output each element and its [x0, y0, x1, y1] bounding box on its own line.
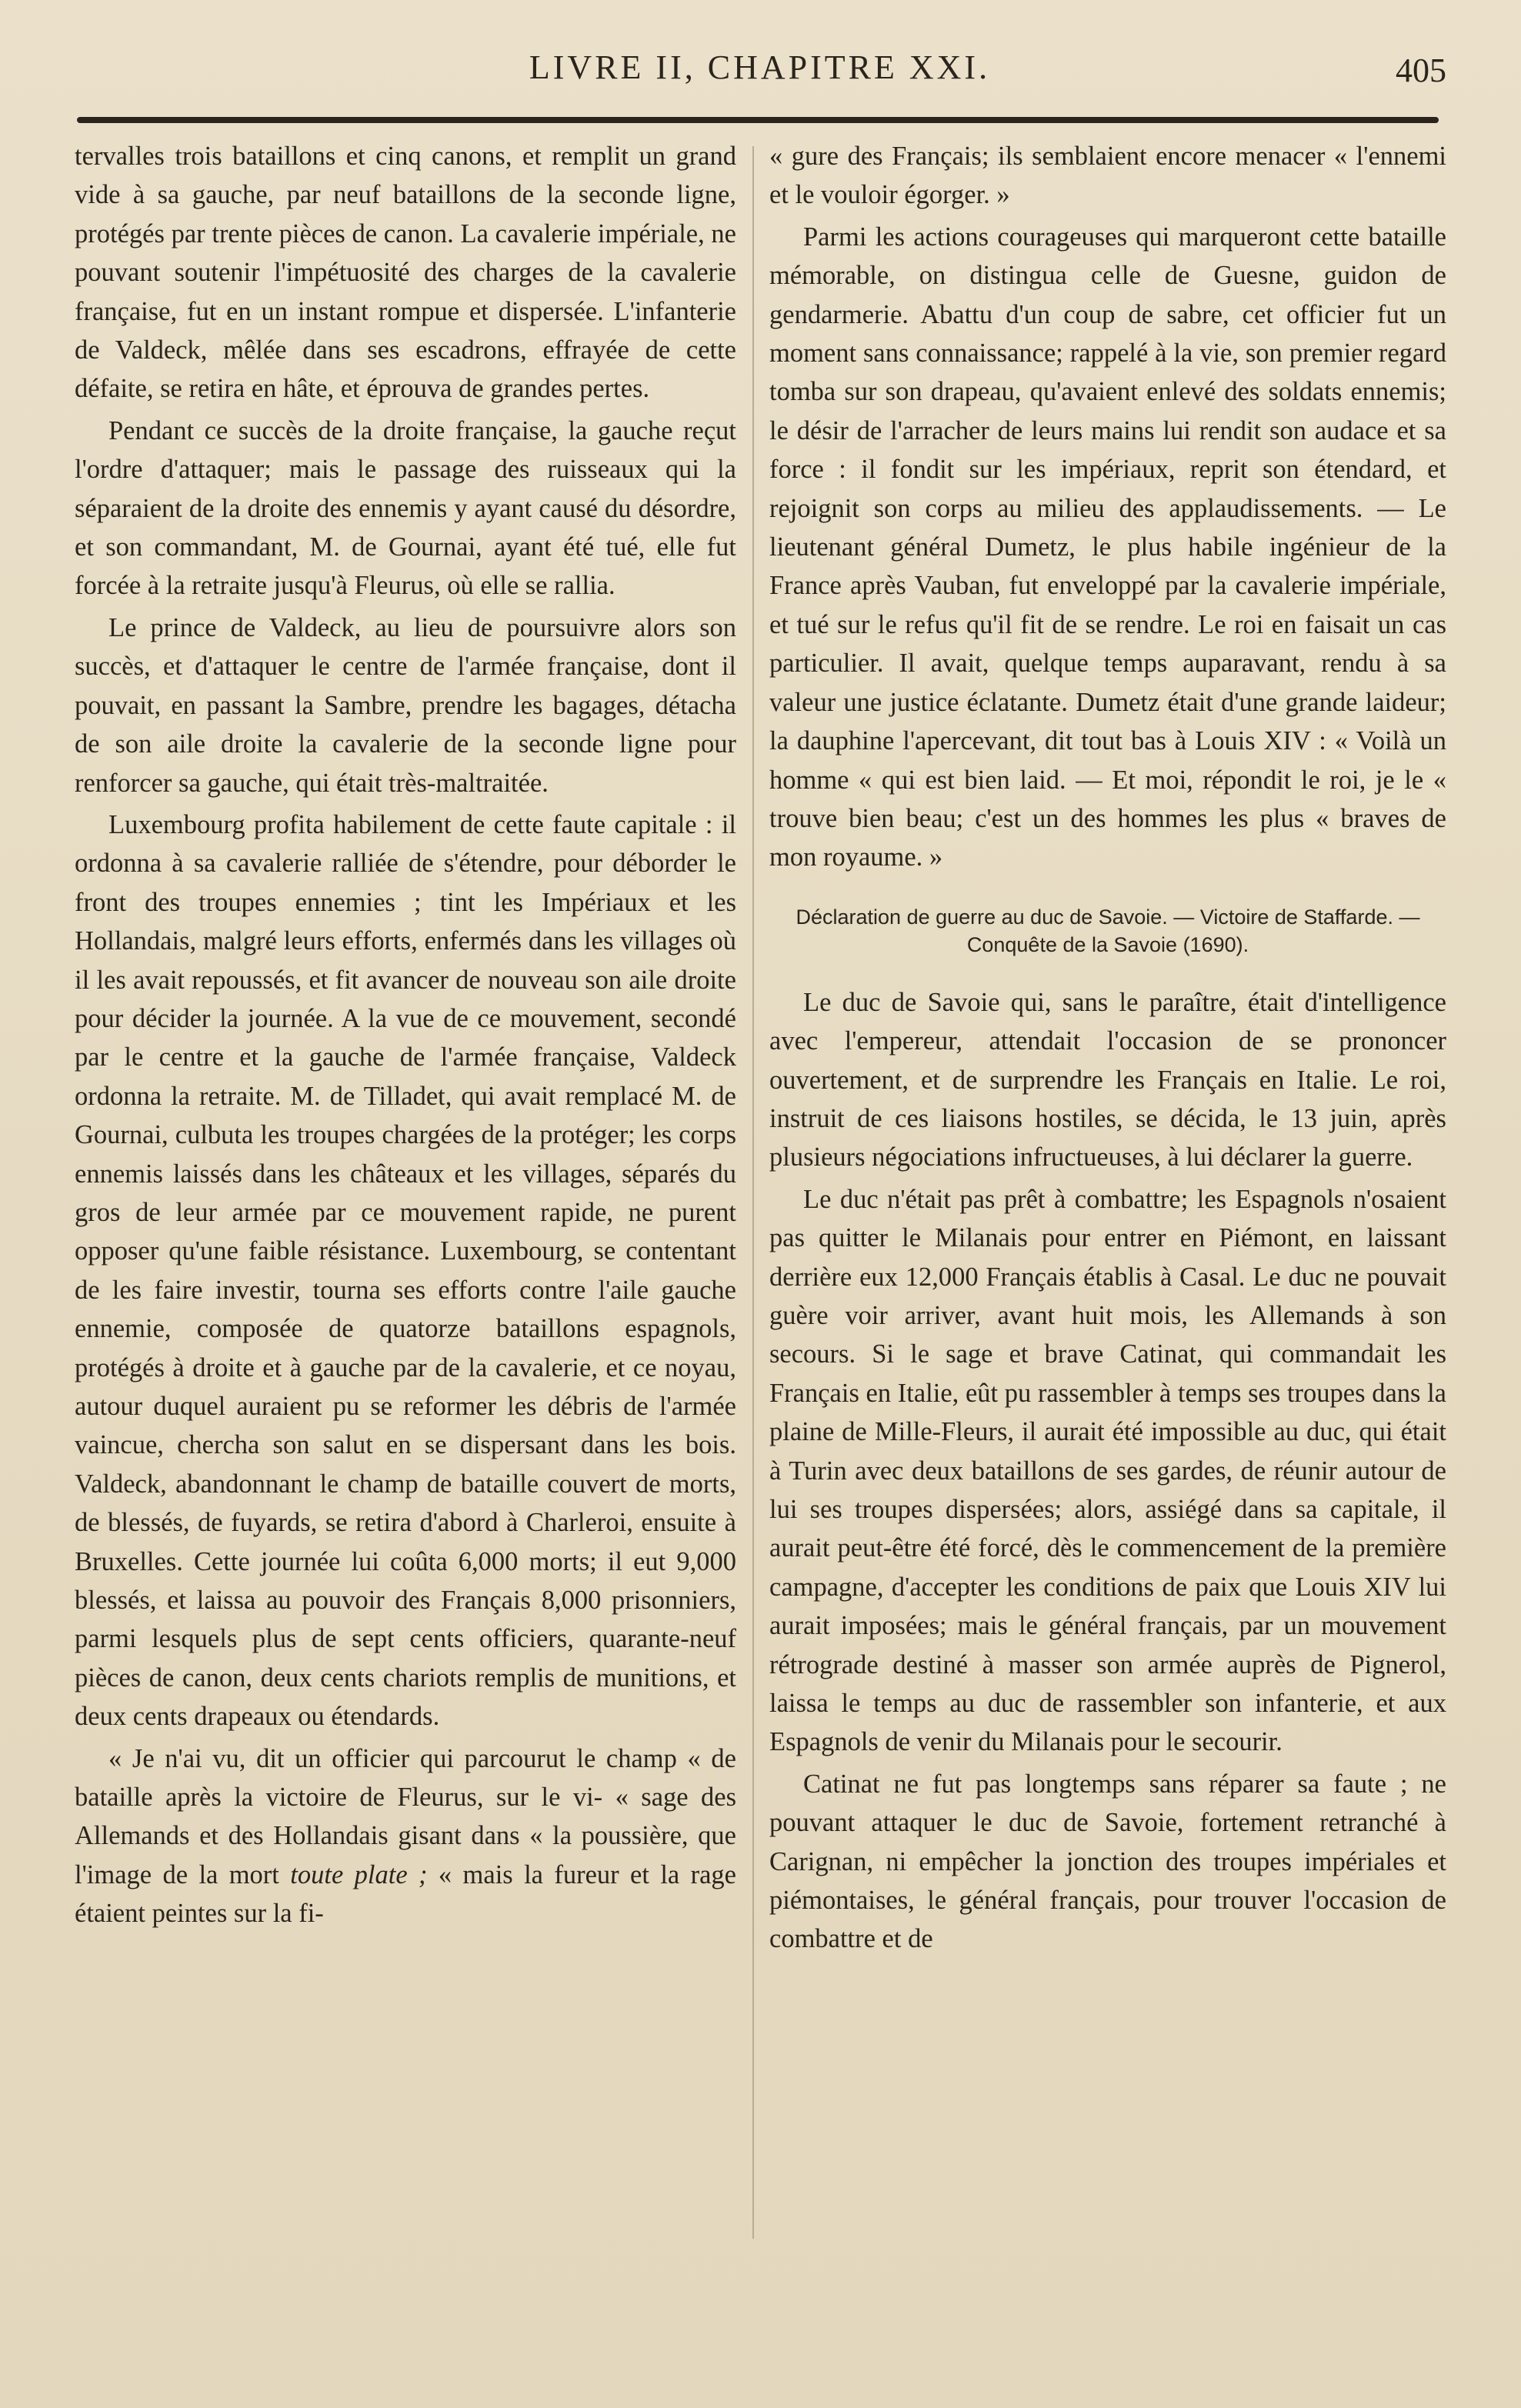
paragraph: Parmi les actions courageuses qui marqueront cette bataille mémorable, on distingua celle de Guesne, guidon de gendarmerie. Abattu d'un coup de sabre, cet officier fut un moment sans connaissance; rappelé à la vie, son premier regard tomba sur son drapeau, qu'avaient enlevé des soldats ennemis; le désir de l'arracher de leurs mains lui rendit son audace et sa force : il fondit sur les impériaux, reprit son étendard, et rejoignit son corps au milieu des applaudissements. — Le lieutenant général Dumetz, le plus habile ingénieur de la France après Vauban, fut enveloppé par la cavalerie impériale, et tué sur le refus qu'il fit de se rendre. Le roi en faisait un cas particulier. Il avait, quelque temps auparavant, rendu à sa valeur une justice éclatante. Dumetz était d'une grande laideur; la dauphine l'apercevant, dit tout bas à Louis XIV : « Voilà un homme « qui est bien laid. — Et moi, répondit le roi, je le « trouve bien beau; c'est un des hommes les plus « braves de mon royaume. »: [769, 222, 1446, 872]
quotation-text: « mais la fureur et la rage étaient peintes sur la fi-: [75, 1859, 736, 1929]
quotation-paragraph: [75, 1739, 736, 1933]
left-column: [75, 137, 736, 1936]
paragraph: Le prince de Valdeck, au lieu de poursuivre alors son succès, et d'attaquer le centre de l'armée française, dont il pouvait, en passant la Sambre, prendre les bagages, détacha de son aile droite la cavalerie de la seconde ligne pour renforcer sa gauche, qui était très-maltraitée.: [75, 612, 736, 798]
column-divider: [752, 146, 754, 2239]
paragraph: Catinat ne fut pas longtemps sans réparer sa faute ; ne pouvant attaquer le duc de Savoie, fortement retranché à Carignan, ni empêcher la jonction des troupes impériales et piémontaises, le général français, pour trouver l'occasion de combattre et de: [769, 1769, 1446, 1954]
quotation-continuation: « gure des Français; ils semblaient encore menacer « l'ennemi et le vouloir égorger. »: [769, 142, 1446, 210]
page-header: [73, 48, 1446, 102]
paragraph: tervalles trois bataillons et cinq canons, et remplit un grand vide à sa gauche, par neuf bataillons de la seconde ligne, protégés par trente pièces de canon. La cavalerie impériale, ne pouvant soutenir l'impétuosité des charges de la cavalerie française, fut en un instant rompue et dispersée. L'infanterie de Valdeck, mêlée dans ses escadrons, effrayée de cette défaite, se retira en hâte, et éprouva de grandes pertes.: [75, 142, 736, 404]
quotation-text: « Je n'ai vu, dit un officier qui parcourut le champ « de bataille après la victoire de Fleurus, sur le vi- « sage des Allemands et des Hollandais gisant dans « la poussière, que l'image de la mort: [75, 1743, 736, 1889]
paragraph: Pendant ce succès de la droite française, la gauche reçut l'ordre d'attaquer; mais le passage des ruisseaux qui la séparaient de la droite des ennemis y ayant causé du désordre, et son commandant, M. de Gournai, ayant été tué, elle fut forcée à la retraite jusqu'à Fleurus, où elle se rallia.: [75, 415, 736, 601]
right-column: [769, 137, 1446, 1962]
running-title: LIVRE II, CHAPITRE XXI.: [529, 48, 991, 86]
paragraph: Luxembourg profita habilement de cette faute capitale : il ordonna à sa cavalerie ralliée de s'étendre, pour déborder le front des troupes ennemies ; tint les Impériaux et les Hollandais, malgré leurs efforts, enfermés dans les villages où il les avait repoussés, et fit avancer de nouveau son aile droite pour décider la journée. A la vue de ce mouvement, secondé par le centre et la gauche de l'armée française, Valdeck ordonna la retraite. M. de Tilladet, qui avait remplacé M. de Gournai, culbuta les troupes chargées de la protéger; les corps ennemis laissés dans les châteaux et les villages, séparés du gros de leur armée par ce mouvement rapide, ne purent opposer qu'une faible résistance. Luxembourg, se contentant de les faire investir, tourna ses efforts contre l'aile gauche ennemie, composée de quatorze bataillons espagnols, protégés à droite et à gauche par de la cavalerie, et ce noyau, autour duquel auraient pu se reformer les débris de l'armée vaincue, chercha son salut en se dispersant dans les bois. Valdeck, abandonnant le champ de bataille couvert de morts, de blessés, de fuyards, se retira d'abord à Charleroi, ensuite à Bruxelles. Cette journée lui coûta 6,000 morts; il eut 9,000 blessés, et laissa au pouvoir des Français 8,000 prisonniers, parmi lesquels plus de sept cents officiers, quarante-neuf pièces de canon, deux cents chariots remplis de munitions, et deux cents drapeaux ou étendards.: [75, 809, 736, 1732]
section-heading: Déclaration de guerre au duc de Savoie. — Victoire de Staffarde. — Conquête de la Savoie (1690).: [796, 905, 1420, 956]
quotation-italic: toute plate ;: [290, 1859, 428, 1889]
paragraph: Le duc de Savoie qui, sans le paraître, était d'intelligence avec l'empereur, attendait l'occasion de se prononcer ouvertement, et de surprendre les Français en Italie. Le roi, instruit de ces liaisons hostiles, se décida, le 13 juin, après plusieurs négociations infructueuses, à lui déclarer la guerre.: [769, 987, 1446, 1172]
page-number: 405: [1396, 52, 1446, 89]
paragraph: Le duc n'était pas prêt à combattre; les Espagnols n'osaient pas quitter le Milanais pour entrer en Piémont, en laissant derrière eux 12,000 Français établis à Casal. Le duc ne pouvait guère voir arriver, avant huit mois, les Allemands à son secours. Si le sage et brave Catinat, qui commandait les Français en Italie, eût pu rassembler à temps ses troupes dans la plaine de Mille-Fleurs, il aurait été impossible au duc, qui était à Turin avec deux bataillons de ses gardes, de réunir autour de lui ses troupes dispersées; alors, assiégé dans sa capitale, il aurait peut-être été forcé, dès le commencement de la première campagne, d'accepter les conditions de paix que Louis XIV lui aurait imposées; mais le général français, par un mouvement rétrograde destiné à masser son armée auprès de Pignerol, laissa le temps au duc de rassembler son infanterie, et aux Espagnols de venir du Milanais pour le secourir.: [769, 1184, 1446, 1757]
header-rule: [77, 117, 1439, 123]
